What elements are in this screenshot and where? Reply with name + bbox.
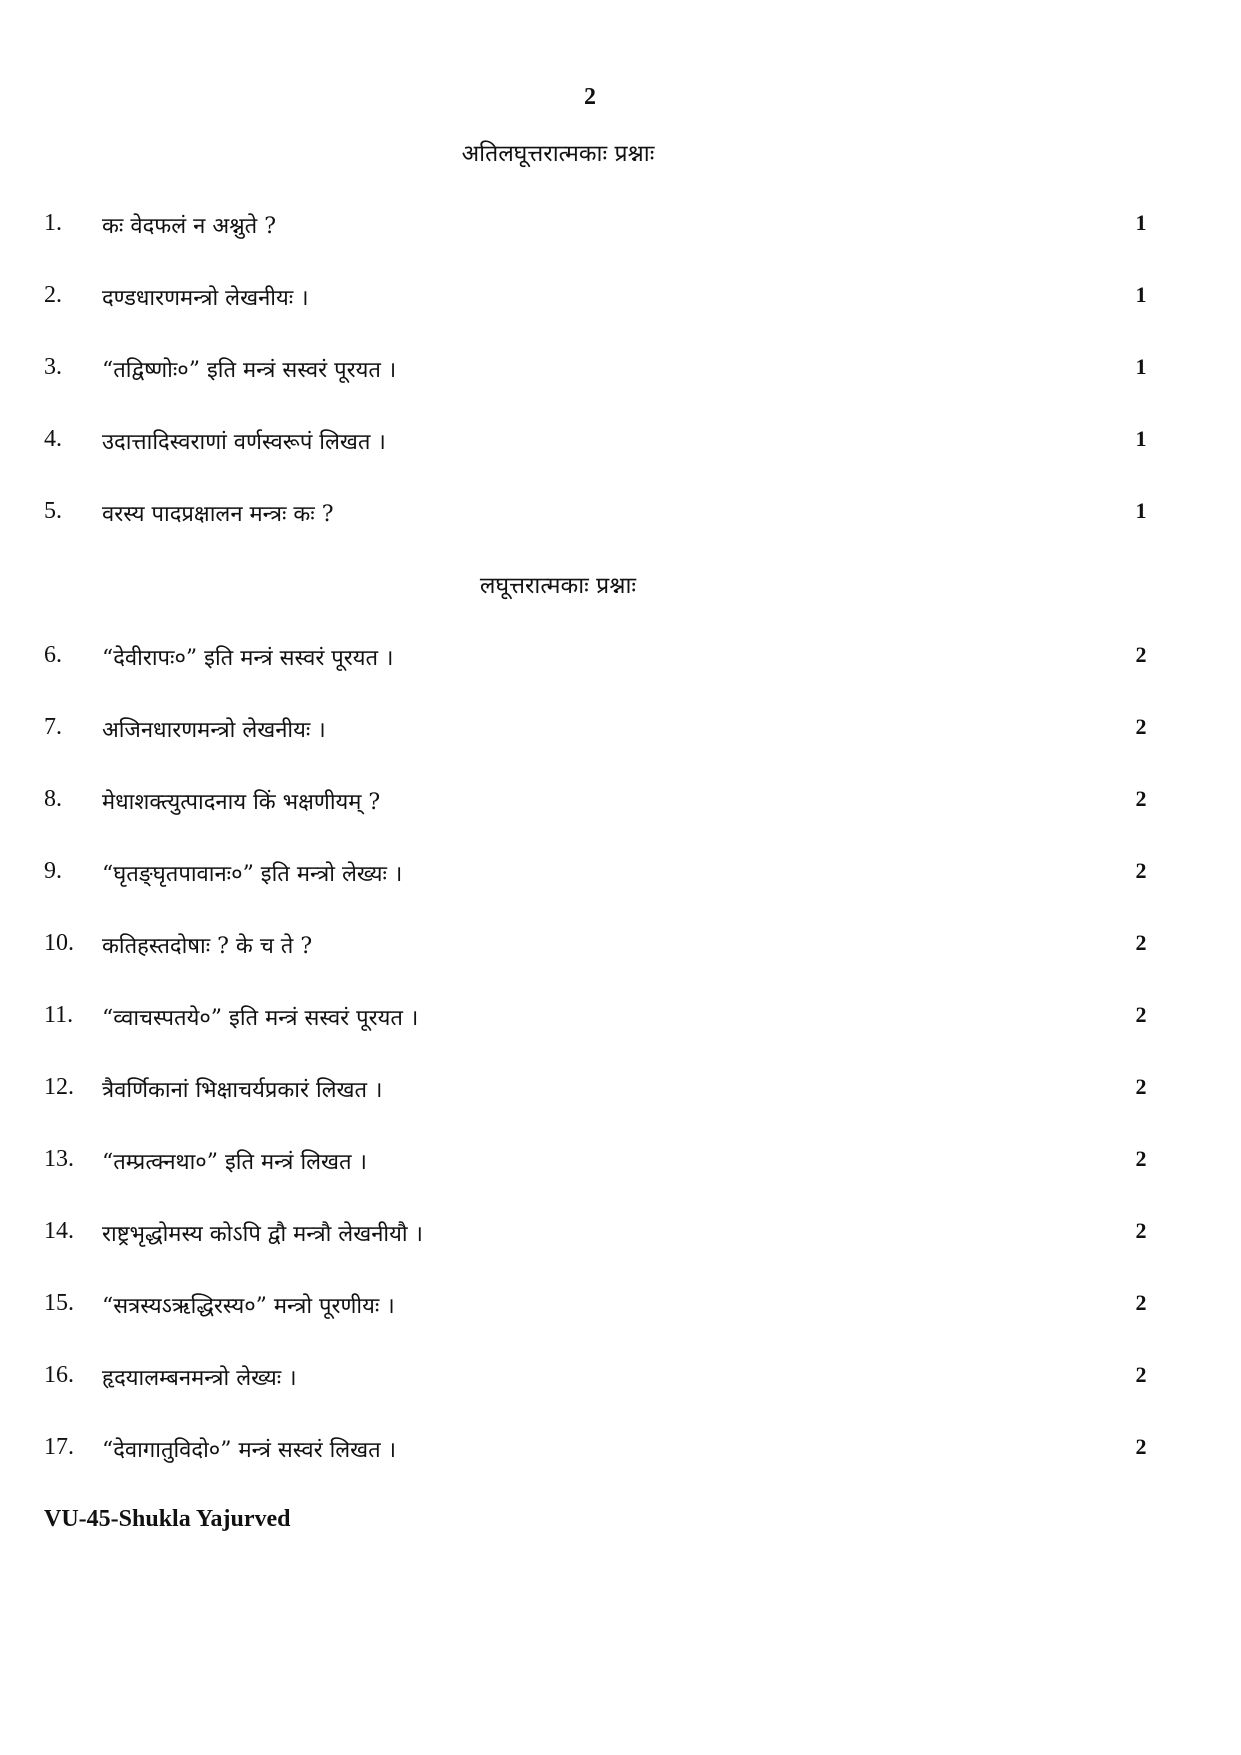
question-row — [44, 354, 1147, 394]
question-row — [44, 1002, 1147, 1042]
question-number: 6. — [44, 642, 62, 668]
question-row — [44, 1218, 1147, 1258]
question-row — [44, 858, 1147, 898]
question-number: 2. — [44, 282, 62, 308]
question-text: हृदयालम्बनमन्त्रो लेख्यः । — [102, 1366, 297, 1391]
question-number: 4. — [44, 426, 62, 452]
question-row — [44, 282, 1147, 322]
question-marks: 1 — [1135, 210, 1147, 235]
question-marks: 2 — [1135, 786, 1147, 811]
question-number: 13. — [44, 1146, 74, 1172]
question-marks: 2 — [1135, 1290, 1147, 1315]
paper-code: VU-45-Shukla Yajurved — [44, 1506, 291, 1532]
question-number: 5. — [44, 498, 62, 524]
question-row — [44, 714, 1147, 754]
question-text: कतिहस्तदोषाः ? के च ते ? — [102, 934, 313, 959]
question-number: 1. — [44, 210, 62, 236]
question-marks: 2 — [1135, 1074, 1147, 1099]
question-number: 15. — [44, 1290, 74, 1316]
question-marks: 2 — [1135, 642, 1147, 667]
question-row — [44, 498, 1147, 538]
question-number: 16. — [44, 1362, 74, 1388]
question-number: 11. — [44, 1002, 74, 1028]
section-heading-short: लघूत्तरात्मकाः प्रश्नाः — [479, 573, 637, 599]
question-text: कः वेदफलं न अश्नुते ? — [102, 214, 277, 239]
question-row — [44, 1290, 1147, 1330]
question-text: दण्डधारणमन्त्रो लेखनीयः । — [102, 286, 309, 311]
question-marks: 2 — [1135, 1218, 1147, 1243]
question-text: “तम्प्रत्क्नथा०” इति मन्त्रं लिखत । — [102, 1150, 367, 1175]
question-row — [44, 930, 1147, 970]
question-marks: 2 — [1135, 1434, 1147, 1459]
question-number: 17. — [44, 1434, 74, 1460]
question-row — [44, 1074, 1147, 1114]
question-text: “देवागातुविदो०” मन्त्रं सस्वरं लिखत । — [102, 1438, 397, 1463]
question-text: “घृतङ्घृतपावानः०” इति मन्त्रो लेख्यः । — [102, 862, 403, 887]
question-row — [44, 210, 1147, 250]
question-text: त्रैवर्णिकानां भिक्षाचर्यप्रकारं लिखत । — [102, 1078, 383, 1103]
question-marks: 1 — [1135, 282, 1147, 307]
question-number: 14. — [44, 1218, 74, 1244]
question-number: 9. — [44, 858, 62, 884]
section-heading-very-short: अतिलघूत्तरात्मकाः प्रश्नाः — [461, 141, 655, 167]
question-marks: 1 — [1135, 354, 1147, 379]
question-text: राष्ट्रभृद्धोमस्य कोऽपि द्वौ मन्त्रौ लेखनीयौ । — [102, 1222, 423, 1247]
page-number: 2 — [584, 84, 596, 110]
question-row — [44, 426, 1147, 466]
question-text: उदात्तादिस्वराणां वर्णस्वरूपं लिखत । — [102, 430, 386, 455]
question-text: “सत्रस्यऽऋद्धिरस्य०” मन्त्रो पूरणीयः । — [102, 1294, 395, 1319]
question-text: वरस्य पादप्रक्षालन मन्त्रः कः ? — [102, 502, 334, 527]
question-row — [44, 1146, 1147, 1186]
question-marks: 2 — [1135, 1362, 1147, 1387]
question-row — [44, 642, 1147, 682]
question-marks: 2 — [1135, 714, 1147, 739]
question-text: मेधाशक्त्युत्पादनाय किं भक्षणीयम् ? — [102, 790, 381, 815]
question-text: “देवीरापः०” इति मन्त्रं सस्वरं पूरयत । — [102, 646, 394, 671]
question-number: 10. — [44, 930, 74, 956]
question-text: “व्वाचस्पतये०” इति मन्त्रं सस्वरं पूरयत । — [102, 1006, 419, 1031]
question-row — [44, 1362, 1147, 1402]
question-row — [44, 786, 1147, 826]
question-text: “तद्विष्णोः०” इति मन्त्रं सस्वरं पूरयत । — [102, 358, 397, 383]
question-marks: 2 — [1135, 1146, 1147, 1171]
question-number: 12. — [44, 1074, 74, 1100]
question-number: 8. — [44, 786, 62, 812]
question-number: 3. — [44, 354, 62, 380]
question-row — [44, 1434, 1147, 1474]
question-marks: 2 — [1135, 858, 1147, 883]
question-marks: 2 — [1135, 1002, 1147, 1027]
question-marks: 1 — [1135, 426, 1147, 451]
question-number: 7. — [44, 714, 62, 740]
question-text: अजिनधारणमन्त्रो लेखनीयः । — [102, 718, 326, 743]
question-marks: 1 — [1135, 498, 1147, 523]
question-marks: 2 — [1135, 930, 1147, 955]
